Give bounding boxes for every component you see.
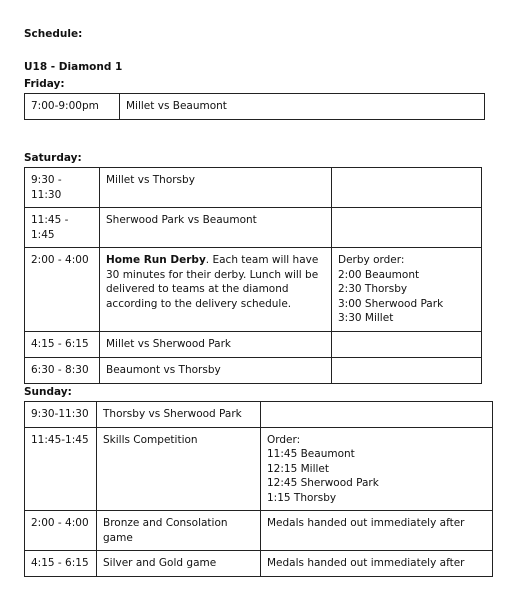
event-cell: Silver and Gold game <box>97 551 261 577</box>
sunday-table <box>24 401 493 577</box>
event-cell: Beaumont vs Thorsby <box>100 357 332 383</box>
table-row <box>25 168 482 208</box>
note-line: 11:45 Beaumont <box>267 448 355 460</box>
note-cell: Medals handed out immediately after <box>261 551 493 577</box>
event-cell: Sherwood Park vs Beaumont <box>100 208 332 248</box>
note-line: 3:00 Sherwood Park <box>338 297 444 310</box>
note-cell: Medals handed out immediately after <box>261 511 493 551</box>
sunday-heading: Sunday: <box>24 386 72 398</box>
note-line: Derby order: <box>338 254 405 266</box>
note-line: 2:30 Thorsby <box>338 283 408 295</box>
event-cell: Millet vs Thorsby <box>100 168 332 208</box>
table-row <box>25 248 482 332</box>
table-row <box>25 331 482 357</box>
time-cell: 7:00-9:00pm <box>25 94 120 120</box>
note-line: Order: <box>267 433 301 446</box>
saturday-heading: Saturday: <box>24 152 82 164</box>
event-cell: Thorsby vs Sherwood Park <box>97 402 261 428</box>
note-cell <box>332 357 482 383</box>
event-cell: Millet vs Beaumont <box>120 94 485 120</box>
time-cell: 9:30-11:30 <box>25 402 97 428</box>
time-cell: 6:30 - 8:30 <box>25 357 100 383</box>
time-cell: 2:00 - 4:00 <box>25 248 100 332</box>
note-cell <box>261 402 493 428</box>
note-line: 2:00 Beaumont <box>338 268 420 281</box>
table-row <box>25 402 493 428</box>
event-cell: Bronze and Consolation game <box>97 511 261 551</box>
time-cell: 4:15 - 6:15 <box>25 331 100 357</box>
event-rest-text: . Each team will have 30 minutes for their derby. Lunch will be delivered to teams at the diamond according to the delivery schedule. <box>106 254 319 310</box>
note-cell <box>332 168 482 208</box>
event-cell: Skills Competition <box>97 427 261 511</box>
saturday-table <box>24 167 482 384</box>
table-row <box>25 511 493 551</box>
note-line: 12:45 Sherwood Park <box>267 477 379 489</box>
table-row <box>25 208 482 248</box>
note-cell <box>332 331 482 357</box>
table-row <box>25 357 482 383</box>
note-line: 12:15 Millet <box>267 462 329 475</box>
division-title: U18 - Diamond 1 <box>24 61 123 73</box>
time-cell: 4:15 - 6:15 <box>25 551 97 577</box>
note-line: 1:15 Thorsby <box>267 491 337 504</box>
note-line: 3:30 Millet <box>338 312 394 324</box>
event-bold-text: Home Run Derby <box>106 254 206 266</box>
event-cell: Millet vs Sherwood Park <box>100 331 332 357</box>
event-cell <box>100 248 332 332</box>
note-cell <box>261 427 493 511</box>
table-row <box>25 94 485 120</box>
table-row <box>25 551 493 577</box>
time-cell: 9:30 - 11:30 <box>25 168 100 208</box>
time-cell: 11:45 - 1:45 <box>25 208 100 248</box>
time-cell: 2:00 - 4:00 <box>25 511 97 551</box>
time-cell: 11:45-1:45 <box>25 427 97 511</box>
note-cell <box>332 208 482 248</box>
table-row <box>25 427 493 511</box>
note-cell <box>332 248 482 332</box>
friday-heading: Friday: <box>24 78 65 90</box>
schedule-title: Schedule: <box>24 28 83 40</box>
friday-table <box>24 93 485 120</box>
